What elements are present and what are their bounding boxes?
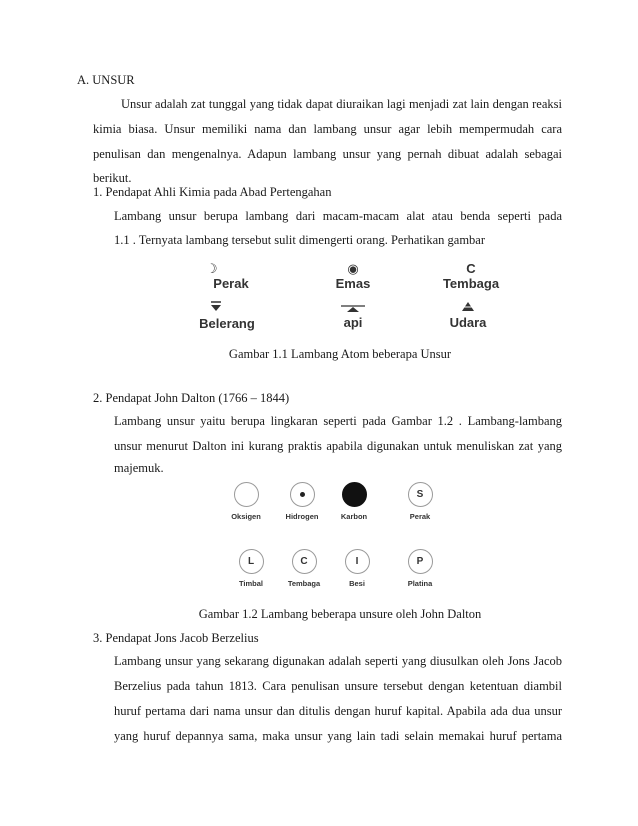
dalton-hidrogen: Hidrogen (278, 482, 326, 521)
item-line: huruf pertama dari nama unsur dan ditulis dengan huruf kapital. Apabila ada dua unsur (114, 704, 562, 718)
item-line: yang huruf depannya sama, maka unsur yang lain tadi selain memakai huruf pertama (114, 729, 562, 743)
dalton-oksigen: Oksigen (222, 482, 270, 521)
symbol-emas: ◉ Emas (318, 262, 388, 291)
moon-icon: ☽ (206, 261, 218, 276)
item-title: 3. Pendapat Jons Jacob Berzelius (93, 631, 259, 645)
intro-line: Unsur adalah zat tunggal yang tidak dapat diuraikan lagi menjadi zat lain dengan reaksi (121, 97, 562, 111)
letter-circle-icon: P (408, 549, 433, 574)
dalton-platina: P Platina (396, 549, 444, 588)
symbol-api: api (318, 300, 388, 330)
item-line: Lambang unsur berupa lambang dari macam-macam alat atau benda seperti pada (114, 209, 562, 223)
item-line: majemuk. (114, 461, 164, 475)
letter-circle-icon: C (292, 549, 317, 574)
triangle-up-line-icon (318, 300, 388, 315)
dalton-timbal: L Timbal (227, 549, 275, 588)
section-heading: A. UNSUR (77, 73, 135, 87)
dalton-perak: S Perak (396, 482, 444, 521)
empty-circle-icon (234, 482, 259, 507)
circled-dot-icon: ◉ (347, 261, 359, 276)
item-line: Lambang unsur yang sekarang digunakan adalah seperti yang diusulkan oleh Jons Jacob (114, 654, 562, 668)
dalton-karbon: Karbon (330, 482, 378, 521)
item-line: 1.1 . Ternyata lambang tersebut sulit dimengerti orang. Perhatikan gambar (114, 233, 486, 247)
triangle-up-icon (433, 300, 503, 315)
symbol-perak: ☽ Perak (196, 262, 266, 291)
item-line: Berzelius pada tahun 1813. Cara penulisan unsure tersebut dengan ketentuan diambil (114, 679, 562, 693)
letter-circle-icon: L (239, 549, 264, 574)
item-line: unsur menurut Dalton ini kurang praktis apabila digunakan untuk menuliskan zat yang (114, 439, 562, 453)
letter-circle-icon: I (345, 549, 370, 574)
dalton-besi: I Besi (333, 549, 381, 588)
c-letter-icon: C (466, 261, 476, 276)
intro-line: kimia biasa. Unsur memiliki nama dan lambang unsur agar lebih mempermudah cara (93, 122, 562, 136)
dalton-tembaga: C Tembaga (280, 549, 328, 588)
figure-caption: Gambar 1.1 Lambang Atom beberapa Unsur (228, 347, 452, 361)
filled-circle-icon (342, 482, 367, 507)
triangle-down-bar-icon (192, 300, 262, 316)
item-title: 1. Pendapat Ahli Kimia pada Abad Pertengahan (93, 185, 332, 199)
symbol-udara: Udara (433, 300, 503, 330)
dot-circle-icon (290, 482, 315, 507)
item-title: 2. Pendapat John Dalton (1766 – 1844) (93, 391, 290, 405)
symbol-belerang: Belerang (192, 300, 262, 331)
letter-circle-icon: S (408, 482, 433, 507)
item-line: Lambang unsur yaitu berupa lingkaran seperti pada Gambar 1.2 . Lambang-lambang (114, 414, 562, 428)
intro-line: berikut. (93, 171, 132, 185)
intro-line: penulisan dan mengenalnya. Adapun lambang unsur yang pernah dibuat adalah sebagai (93, 147, 562, 161)
figure-caption: Gambar 1.2 Lambang beberapa unsure oleh John Dalton (198, 607, 482, 621)
symbol-tembaga: C Tembaga (436, 262, 506, 291)
